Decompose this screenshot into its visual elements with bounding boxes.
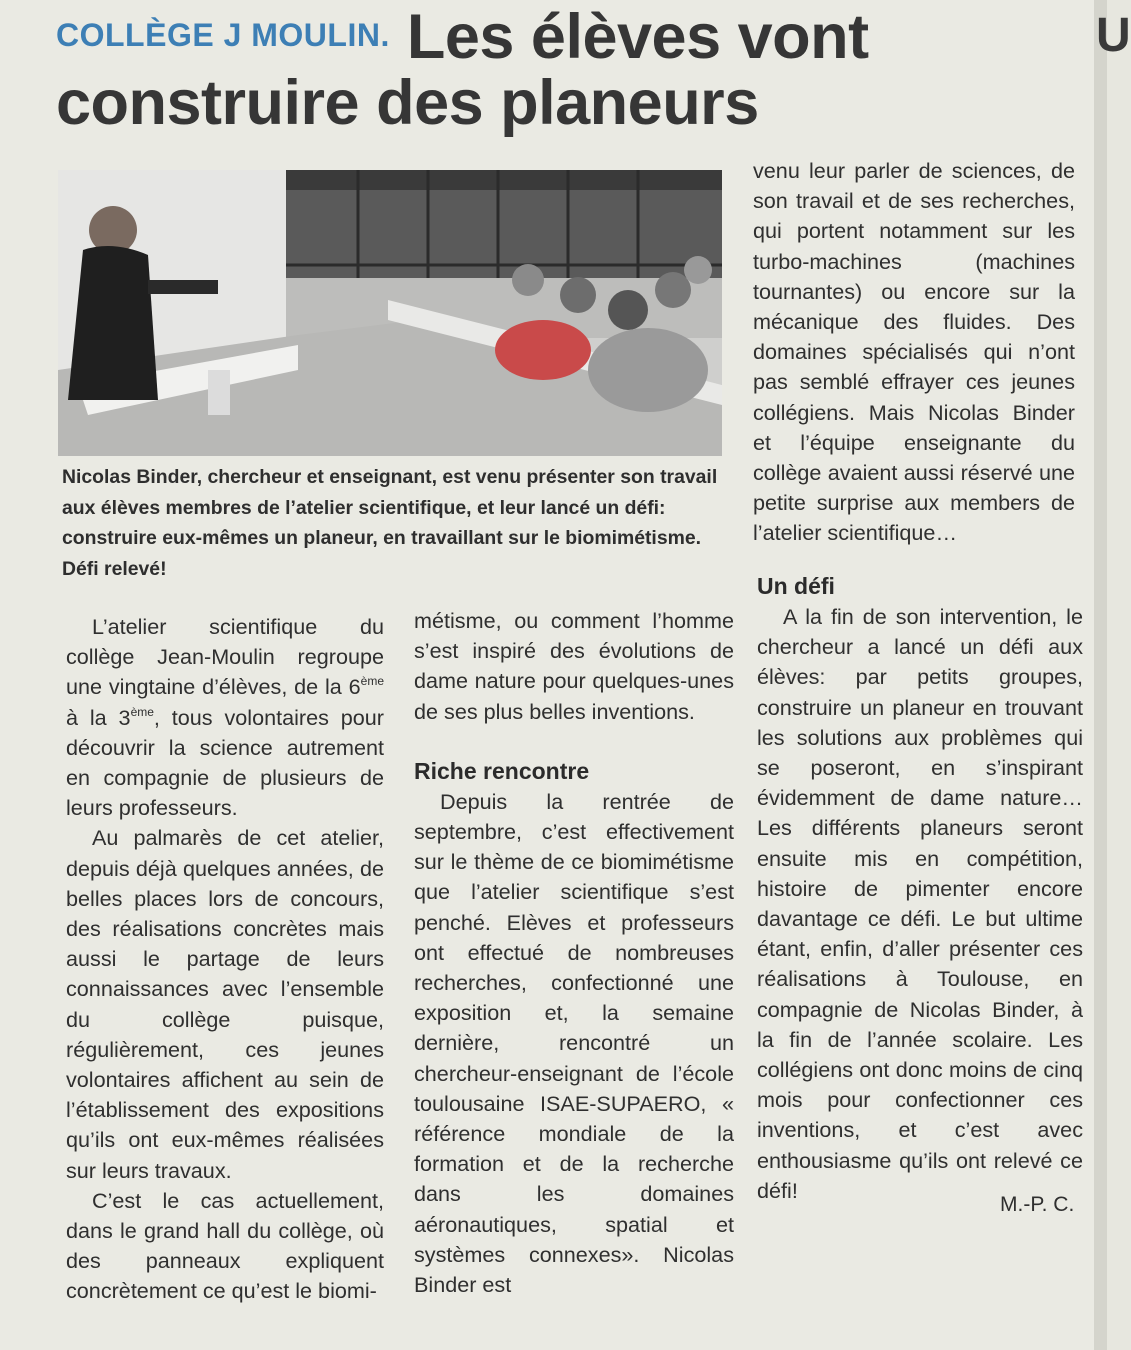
- adjacent-page-edge: [1094, 0, 1131, 1350]
- classroom-photo: [58, 170, 722, 456]
- subheading-un-defi: Un défi: [757, 573, 835, 599]
- article-photo: [58, 170, 722, 456]
- author-signature: M.-P. C.: [1000, 1193, 1075, 1216]
- article-column-3-bottom: [757, 570, 1083, 1206]
- headline-title: Les élèves vont construire des planeurs: [56, 2, 869, 138]
- intro-text-b: à la 3: [66, 704, 131, 730]
- adjacent-page-letter: U: [1096, 9, 1131, 62]
- paragraph-hall: C’est le cas actuellement, dans le grand hall du collège, où des panneaux expliquent concrètement ce qu’est le biomi-: [66, 1187, 384, 1304]
- paragraph-palmares: Au palmarès de cet atelier, depuis déjà quelques années, de belles places lors de concours, des réalisations concrètes mais aussi le partage de leurs connaissances avec l’ensemble du collège puisque, régulièrement, ces jeunes volontaires affichent au sein de l’établissement des expositions qu’ils ont eux-mêmes réalisées sur leurs travaux.: [66, 825, 384, 1183]
- article-column-2: [414, 606, 734, 1300]
- grade-sup-2: ème: [130, 704, 154, 719]
- headline-kicker: COLLÈGE J MOULIN.: [56, 17, 390, 53]
- paragraph-recherches: venu leur parler de sciences, de son travail et de ses recherches, qui portent notamment sur les turbo-machines (machines tournantes) ou encore sur la mécanique des fluides. Des domaines spécialisés qui n’ont pas semblé effrayer ces jeunes collégiens. Mais Nicolas Binder et l’équipe enseignante du collège avaient aussi réservé une petite surprise aux members de l’atelier scientifique…: [753, 158, 1075, 546]
- intro-text-c: , tous volontaires pour découvrir la science autrement en compagnie de plusieurs de leurs professeurs.: [66, 704, 384, 821]
- subheading-riche-rencontre: Riche rencontre: [414, 757, 590, 784]
- paragraph-rencontre: Depuis la rentrée de septembre, c’est effectivement sur le thème de ce biomimétisme que l’atelier scientifique s’est penché. Elèves et professeurs ont effectué de nombreuses recherches, confectionné une exposition et, la semaine dernière, rencontré un chercheur-enseignant de l’école toulousaine ISAE-SUPAERO, « référence mondiale de la formation et de la recherche dans les domaines aéronautiques, spatial et systèmes connexes». Nicolas Binder est: [414, 788, 734, 1298]
- paragraph-biomimetisme: métisme, ou comment l’homme s’est inspiré des évolutions de dame nature pour quelques-unes de ses plus belles inventions.: [414, 608, 734, 724]
- article-column-3-top: [753, 156, 1075, 549]
- photo-window-frame: [286, 170, 722, 190]
- photo-caption: Nicolas Binder, chercheur et enseignant, est venu présenter son travail aux élèves membres de l’atelier scientifique, et leur lancé un défi: construire eux-mêmes un planeur, en travaillant sur le biomimétisme. Défi relevé!: [62, 466, 718, 580]
- intro-text-a: L’atelier scientifique du collège Jean-Moulin regroupe une vingtaine d’élèves, de la 6: [66, 614, 384, 700]
- article-column-1: [66, 612, 384, 1307]
- paragraph-intro: [66, 612, 384, 823]
- paragraph-defi: A la fin de son intervention, le chercheur a lancé un défi aux élèves: par petits groupes, construire un planeur en trouvant les solutions aux problèmes qui se poseront, en s’inspirant évidemment de dame nature… Les différents planeurs seront ensuite mis en compétition, histoire de pimenter encore davantage ce défi. Le but ultime étant, enfin, d’aller présenter ces réalisations à Toulouse, en compagnie de Nicolas Binder, à la fin de l’année scolaire. Les collégiens ont donc moins de cinq mois pour confectionner ces inventions, et c’est avec enthousiasme qu’ils ont relevé ce défi!: [757, 604, 1083, 1203]
- article-headline: [56, 2, 1016, 136]
- grade-sup-1: ème: [360, 674, 384, 689]
- photo-bottle: [208, 370, 230, 415]
